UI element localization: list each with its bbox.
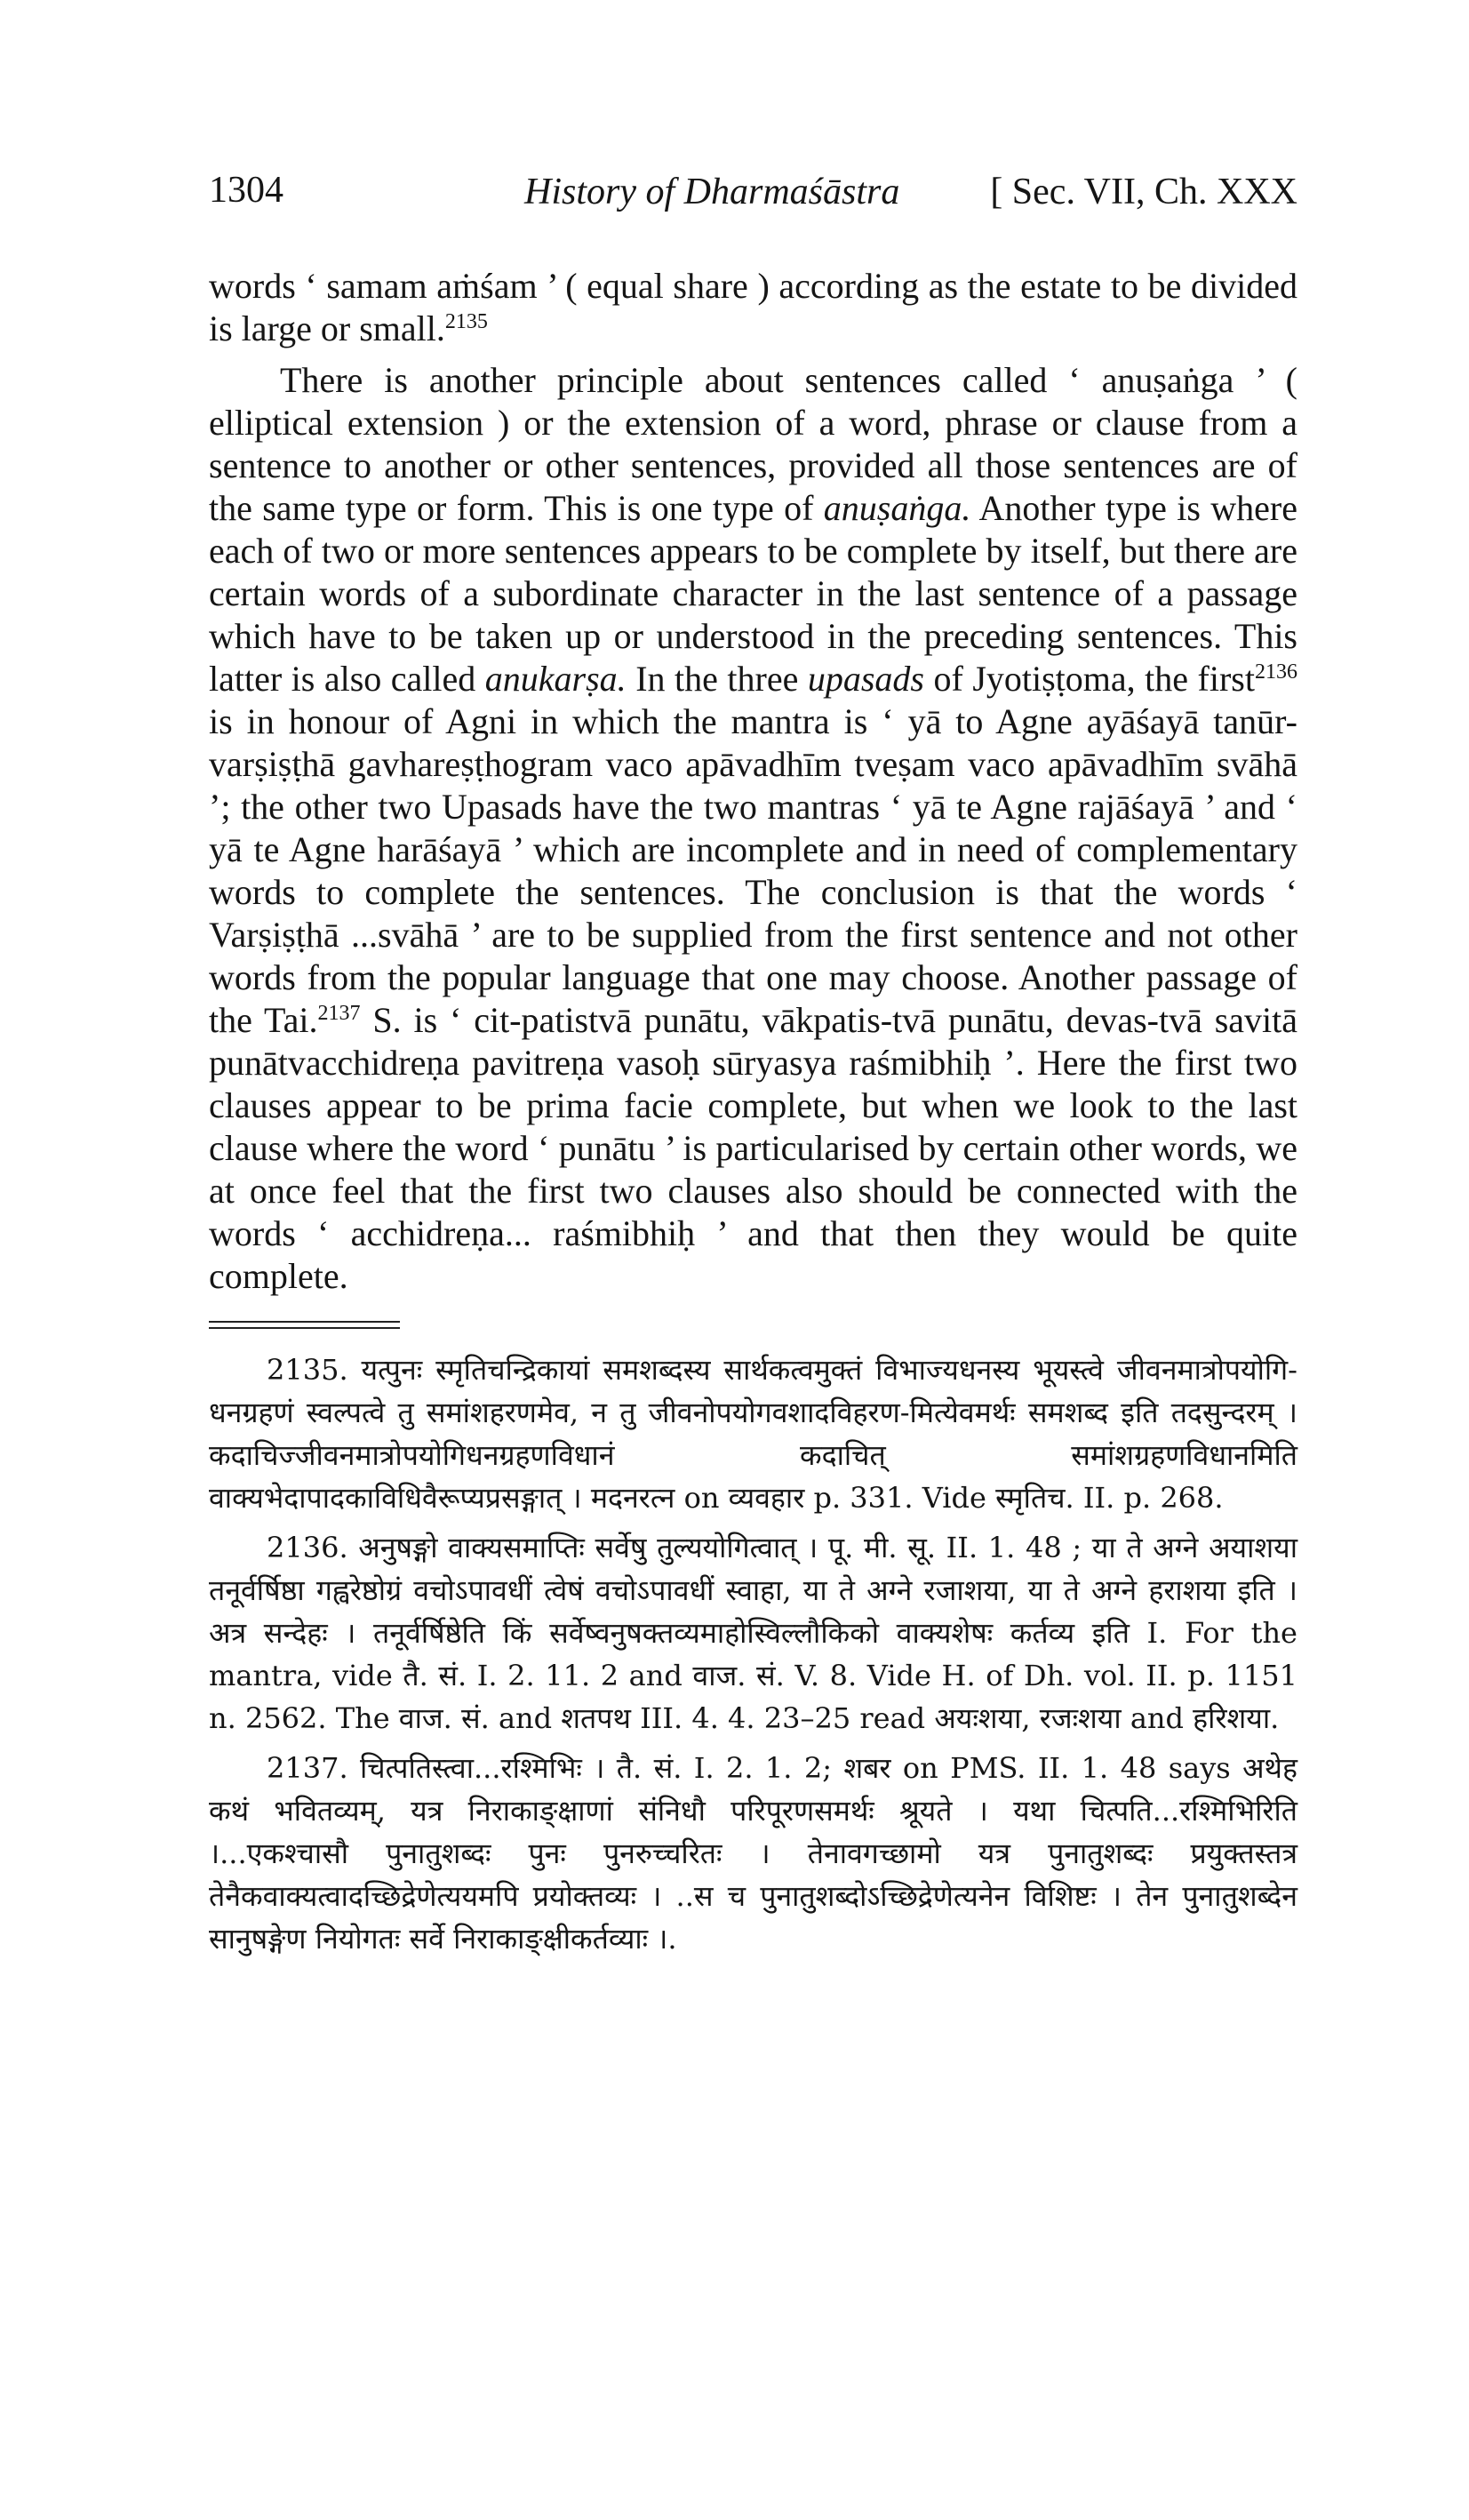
p2-text-6: S. is ‘ cit-patistvā punātu, vākpatis-tvā punātu, devas-tvā savitā punātvacchidreṇa pavitreṇa vasoḥ sūryasya raśmibhiḥ ’. Here the first two clauses appear to be prima facie complete, but when we look to the last clause where the word ‘ punātu ’ is particularised by certain other words, we at once feel that the first two clauses also should be connected with the words ‘ acchidreṇa... raśmibhiḥ ’ and that then they would be quite complete. [209,1000,1297,1296]
running-header [209,169,1297,222]
p2-text-4: of Jyotiṣṭoma, the first [923,659,1255,699]
p2-term-anusanga: anuṣaṅga. [823,488,971,528]
page-number: 1304 [209,170,283,211]
footnote-2136: 2136. अनुषङ्गो वाक्यसमाप्तिः सर्वेषु तुल्ययोगित्वात् । पू. मी. सू. II. 1. 48 ; या ते अग्ने अयाशया तनूर्वर्षिष्ठा गह्वरेष्ठोग्रं वचोऽपावधीं त्वेषं वचोऽपावधीं स्वाहा, या ते अग्ने रजाशया, या ते अग्ने हराशया इति । अत्र सन्देहः । तनूर्वर्षिष्ठेति किं सर्वेष्वनुषक्तव्यमाहोस्विल्लौकिको वाक्यशेषः कर्तव्य इति I. For the mantra, vide तै. सं. I. 2. 11. 2 and वाज. सं. V. 8. Vide H. of Dh. vol. II. p. 1151 n. 2562. The वाज. सं. and शतपथ III. 4. 4. 23–25 read अयःशया, रजःशया and हरिशया. [209,1531,1297,1735]
footnote-ref-2135: 2135 [444,310,488,333]
footnote-separator [209,1321,400,1329]
p2-text-3: In the three [626,659,808,699]
paragraph-2 [209,359,1297,1298]
footnotes [209,1348,1297,1960]
p2-term-anukarsa: anukarṣa. [484,659,627,699]
p2-text-1: There is another principle about sentences called ‘ anuṣaṅga ’ ( elliptical extension ) or the extension of a word, phrase or clause from a sentence to another or other sentences, provided all those sentences are of the same type or form. This is one type of [209,360,1297,528]
footnote-2137: 2137. चित्पतिस्त्वा...रश्मिभिः । तै. सं. I. 2. 1. 2; शबर on PMS. II. 1. 48 says अथेह कथं भवितव्यम्, यत्र निराकाङ्क्षाणां संनिधौ परिपूरणसमर्थः श्रूयते । यथा चित्पति...रश्मिभिरिति ।...एकश्चासौ पुनातुशब्दः पुनः पुनरुच्चरितः । तेनावगच्छामो यत्र पुनातुशब्दः प्रयुक्तस्तत्र तेनैकवाक्यत्वादच्छिद्रेणेत्ययमपि प्रयोक्तव्यः । ..स च पुनातुशब्दोऽच्छिद्रेणेत्यनेन विशिष्टः । तेन पुनातुशब्देन सानुषङ्गेण नियोगतः सर्वे निराकाङ्क्षीकर्तव्याः ।. [209,1751,1297,1956]
paragraph-1-text: words ‘ samam aṁśam ’ ( equal share ) according as the estate to be divided is large or small. [209,266,1297,348]
section-reference: [ Sec. VII, Ch. XXX [990,172,1297,212]
paragraph-1 [209,265,1297,350]
book-page [209,169,1297,1967]
p2-text-5: is in honour of Agni in which the mantra is ‘ yā to Agne ayāśayā tanūr-varṣiṣṭhā gavhareṣṭhogram vaco apāvadhīm tveṣam vaco apāvadhīm svāhā ’; the other two Upasads have the two mantras ‘ yā te Agne rajāśayā ’ and ‘ yā te Agne harāśayā ’ which are incomplete and in need of complementary words to complete the sentences. The conclusion is that the words ‘ Varṣiṣṭhā ...svāhā ’ are to be supplied from the first sentence and not other words from the popular language that one may choose. Another passage of the Tai. [209,701,1297,1040]
p2-text-2: Another type is where each of two or more sentences appears to be complete by itself, but there are certain words of a subordinate character in the last sentence of a passage which have to be taken up or understood in the preceding sentences. This latter is also called [209,488,1297,699]
book-title: History of Dharmaśāstra [524,172,900,212]
p2-term-upasads: upasads [807,659,924,699]
footnote-ref-2136: 2136 [1254,660,1297,684]
footnote-2135: 2135. यत्पुनः स्मृतिचन्द्रिकायां समशब्दस्य सार्थकत्वमुक्तं विभाज्यधनस्य भूयस्त्वे जीवनमात्रोपयोगि-धनग्रहणं स्वल्पत्वे तु समांशहरणमेव, न तु जीवनोपयोगवशादविहरण-मित्येवमर्थः समशब्द इति तदसुन्दरम् । कदाचिज्जीवनमात्रोपयोगिधनग्रहणविधानं कदाचित् समांशग्रहणविधानमिति वाक्यभेदापादकाविधिवैरूप्यप्रसङ्गात् । मदनरत्न on व्यवहार p. 331. Vide स्मृतिच. II. p. 268. [209,1353,1297,1515]
main-text [209,265,1297,1298]
footnote-ref-2137: 2137 [317,1002,361,1025]
